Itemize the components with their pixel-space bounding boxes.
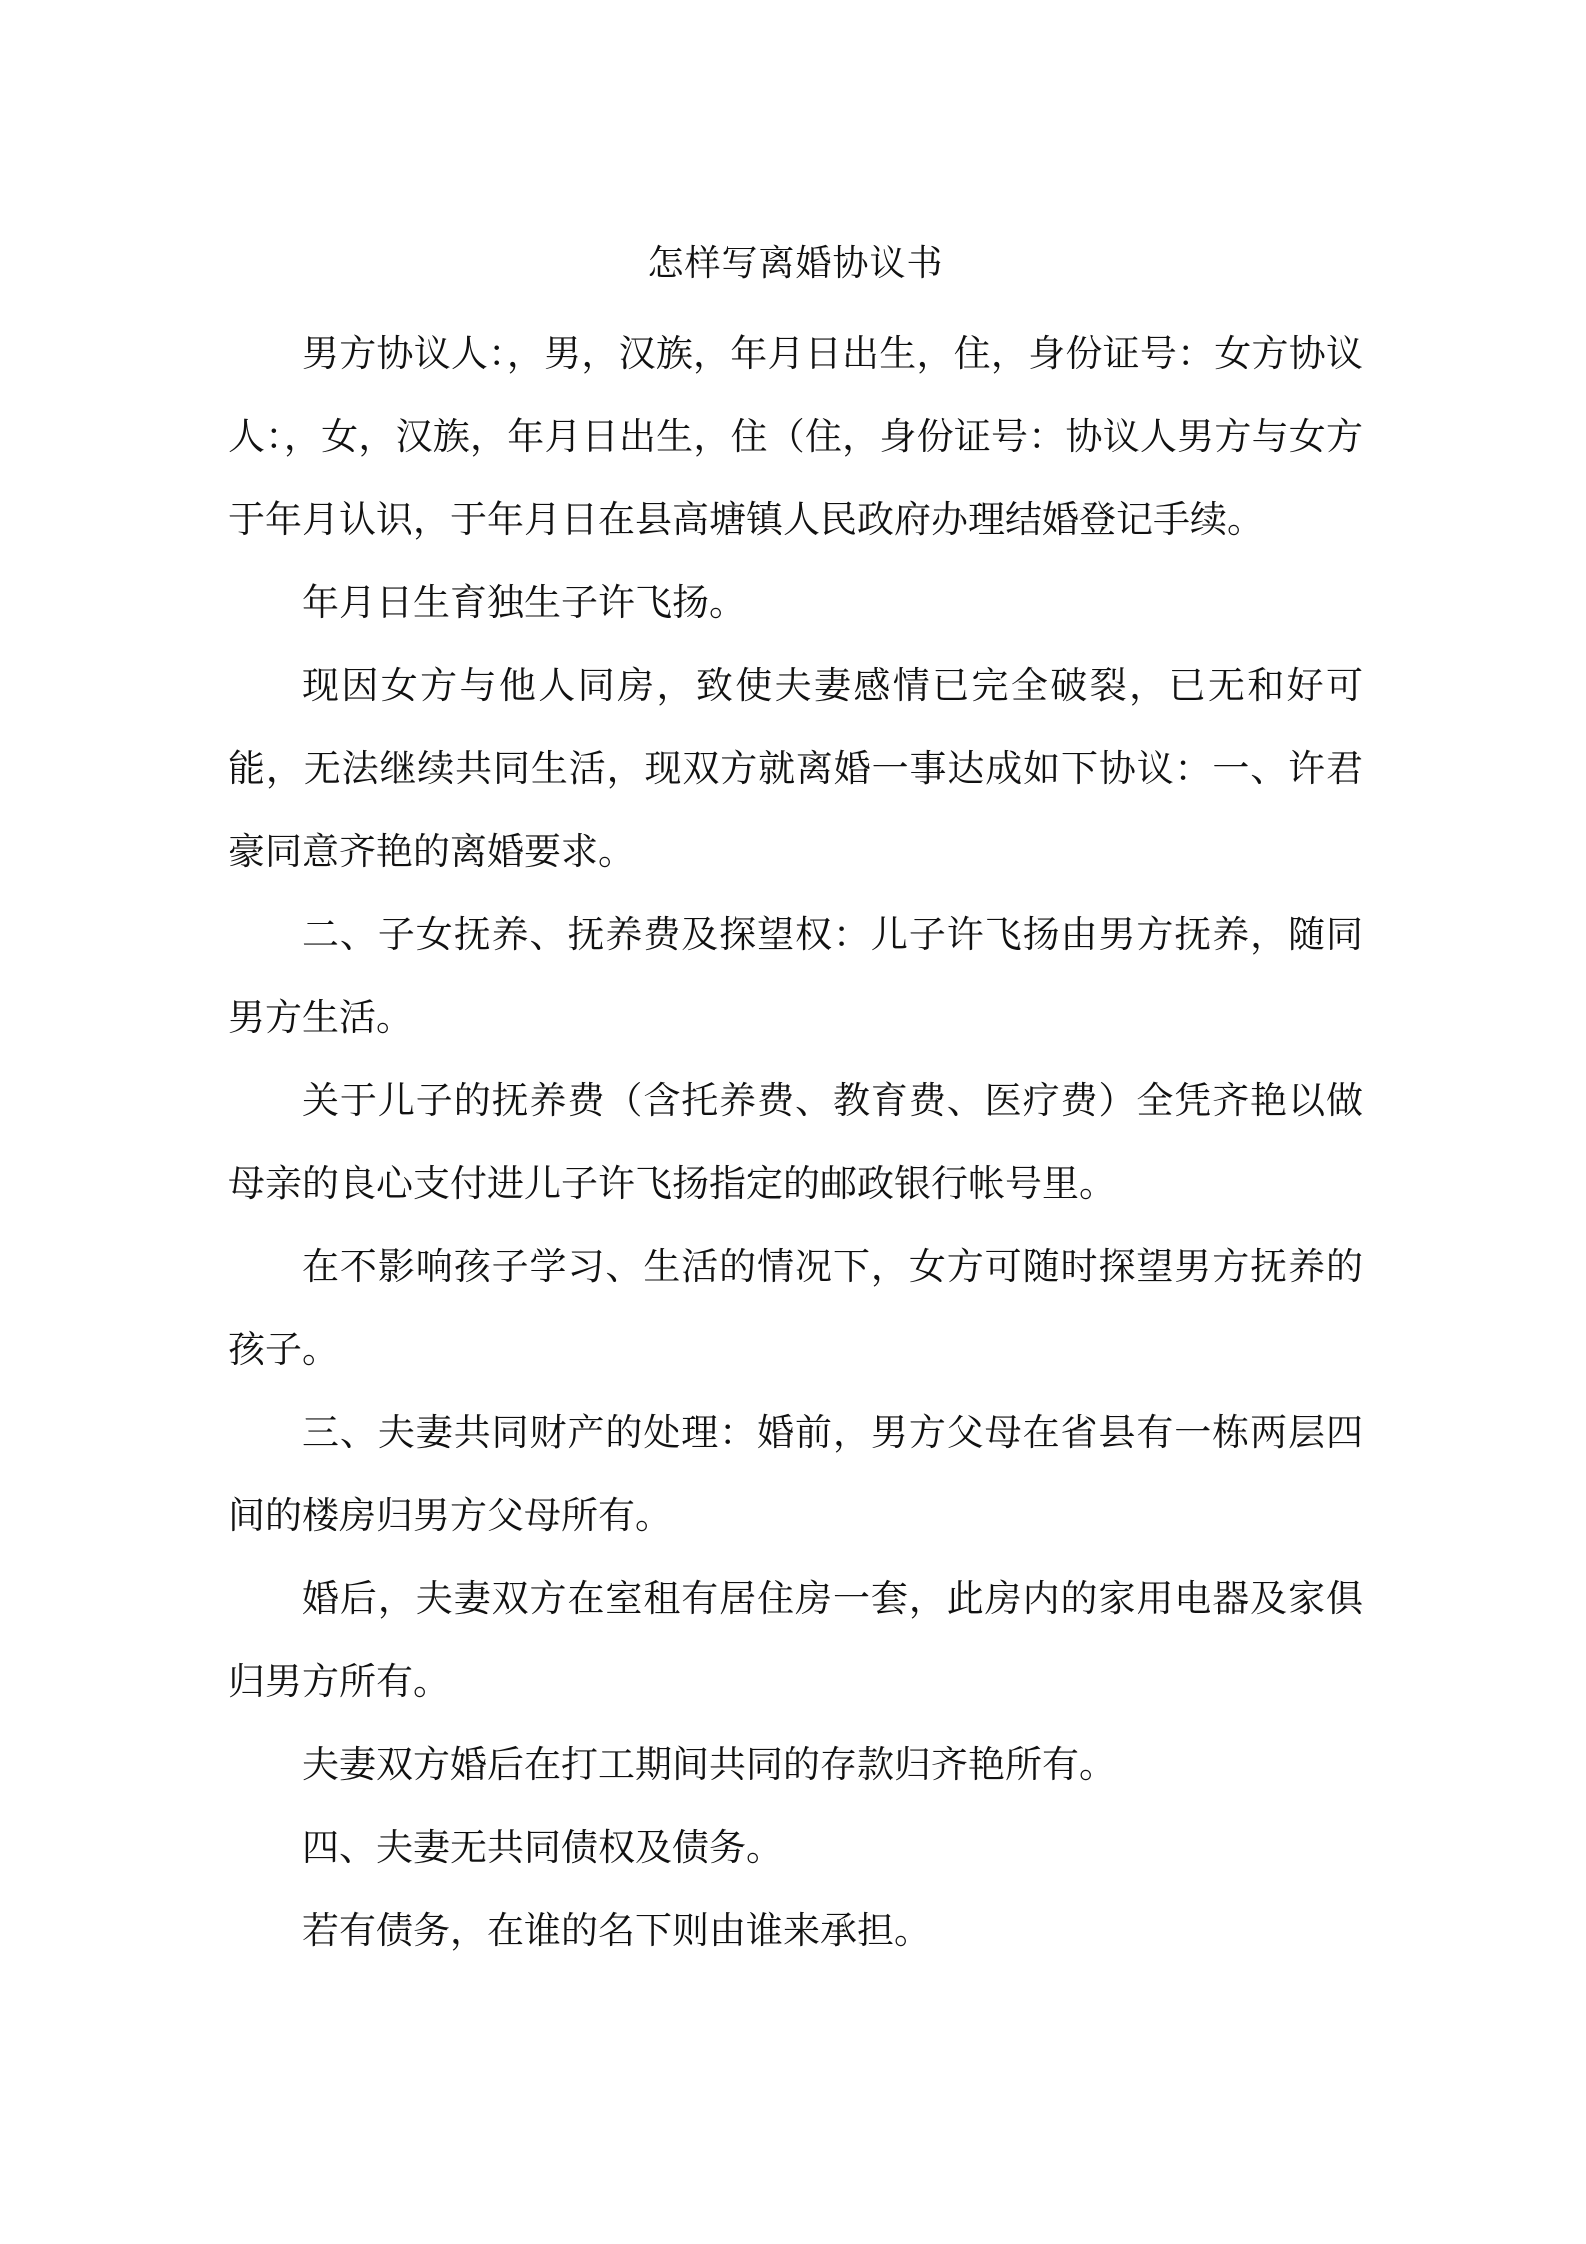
paragraph-clause-three-property: 三、夫妻共同财产的处理：婚前，男方父母在省县有一栋两层四间的楼房归男方父母所有。: [228, 1411, 1363, 1537]
paragraph-child-support: 关于儿子的抚养费（含托养费、教育费、医疗费）全凭齐艳以做母亲的良心支付进儿子许飞扬指定的邮政银行帐号里。: [228, 1079, 1363, 1205]
document-body: [228, 228, 1363, 1972]
paragraph-savings: 夫妻双方婚后在打工期间共同的存款归齐艳所有。: [302, 1743, 1116, 1786]
paragraph-reason-and-clause-one: 现因女方与他人同房，致使夫妻感情已完全破裂，已无和好可能，无法继续共同生活，现双方就离婚一事达成如下协议：一、许君豪同意齐艳的离婚要求。: [228, 664, 1363, 873]
paragraph-child-birth: 年月日生育独生子许飞扬。: [302, 581, 746, 624]
paragraph-debt-responsibility: 若有债务，在谁的名下则由谁来承担。: [302, 1909, 931, 1952]
paragraph-visitation: 在不影响孩子学习、生活的情况下，女方可随时探望男方抚养的孩子。: [228, 1245, 1363, 1371]
paragraph-rented-housing: 婚后，夫妻双方在室租有居住房一套，此房内的家用电器及家俱归男方所有。: [228, 1577, 1363, 1703]
paragraph-parties: 男方协议人：，男，汉族，年月日出生，住，身份证号：女方协议人：，女，汉族，年月日出生，住（住，身份证号：协议人男方与女方于年月认识，于年月日在县高塘镇人民政府办理结婚登记手续。: [228, 332, 1363, 541]
paragraph-clause-four-debts: 四、夫妻无共同债权及债务。: [302, 1826, 783, 1869]
paragraph-clause-two-custody: 二、子女抚养、抚养费及探望权：儿子许飞扬由男方抚养，随同男方生活。: [228, 913, 1363, 1039]
document-title: 怎样写离婚协议书: [647, 243, 944, 284]
